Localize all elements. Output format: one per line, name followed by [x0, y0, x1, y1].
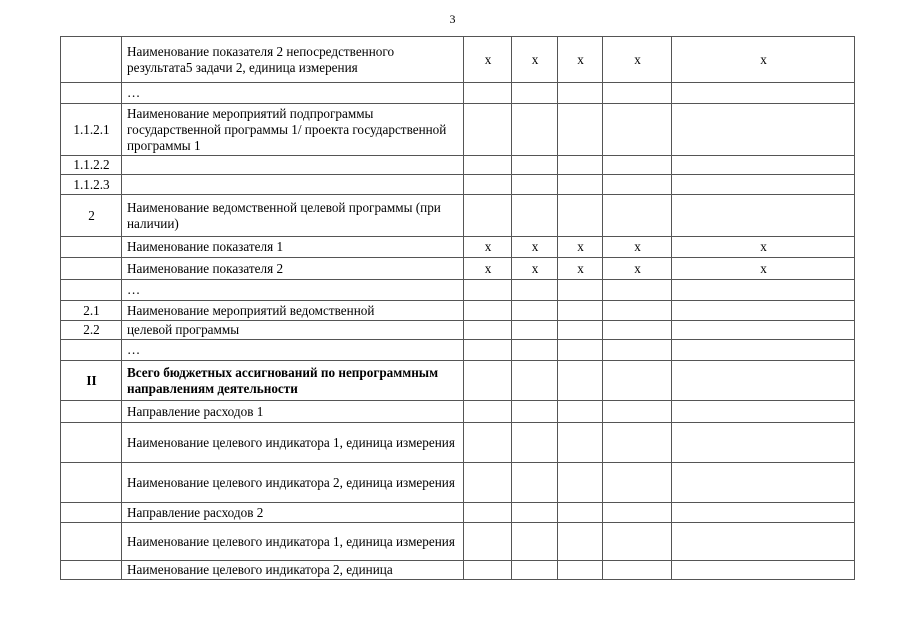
value-cell: x: [464, 237, 512, 258]
value-cell: [464, 361, 512, 401]
value-cell: [512, 423, 558, 463]
value-cell: [464, 321, 512, 340]
value-cell: [558, 503, 603, 523]
value-cell: [512, 321, 558, 340]
value-cell: [464, 401, 512, 423]
table-body: [61, 37, 855, 580]
row-name-cell: Наименование мероприятий подпрограммы государственной программы 1/ проекта государственной программы 1: [122, 104, 464, 156]
table-row: [61, 321, 855, 340]
table-row: [61, 280, 855, 301]
value-cell: x: [512, 258, 558, 280]
row-name-cell: Наименование целевого индикатора 2, единица измерения: [122, 463, 464, 503]
row-number-cell: 1.1.2.3: [61, 175, 122, 195]
value-cell: [558, 423, 603, 463]
value-cell: [558, 463, 603, 503]
row-name-cell: …: [122, 340, 464, 361]
value-cell: [558, 523, 603, 561]
value-cell: [464, 83, 512, 104]
value-cell: x: [558, 37, 603, 83]
table-row: [61, 423, 855, 463]
value-cell: [558, 321, 603, 340]
value-cell: [464, 301, 512, 321]
value-cell: [603, 423, 672, 463]
row-number-cell: [61, 401, 122, 423]
value-cell: [558, 280, 603, 301]
value-cell: [672, 423, 855, 463]
value-cell: [464, 423, 512, 463]
value-cell: [464, 561, 512, 580]
table-row: [61, 503, 855, 523]
value-cell: x: [512, 37, 558, 83]
value-cell: [672, 175, 855, 195]
row-name-cell: …: [122, 280, 464, 301]
table-row: [61, 301, 855, 321]
table-row: [61, 83, 855, 104]
row-number-cell: [61, 237, 122, 258]
value-cell: [464, 340, 512, 361]
value-cell: [464, 463, 512, 503]
value-cell: [464, 175, 512, 195]
value-cell: [603, 361, 672, 401]
row-number-cell: [61, 340, 122, 361]
row-number-cell: [61, 258, 122, 280]
value-cell: [464, 523, 512, 561]
value-cell: x: [464, 37, 512, 83]
value-cell: [672, 523, 855, 561]
row-name-cell: Наименование показателя 2 непосредственного результата5 задачи 2, единица измерения: [122, 37, 464, 83]
row-number-cell: 2: [61, 195, 122, 237]
value-cell: [672, 83, 855, 104]
value-cell: [672, 503, 855, 523]
value-cell: [512, 561, 558, 580]
value-cell: x: [603, 37, 672, 83]
row-number-cell: 2.1: [61, 301, 122, 321]
row-number-cell: [61, 280, 122, 301]
value-cell: x: [672, 258, 855, 280]
value-cell: [464, 503, 512, 523]
row-name-cell: Направление расходов 1: [122, 401, 464, 423]
value-cell: [603, 321, 672, 340]
value-cell: [558, 175, 603, 195]
value-cell: [672, 156, 855, 175]
value-cell: [512, 301, 558, 321]
table-row: [61, 523, 855, 561]
table-row: [61, 401, 855, 423]
table-row: [61, 237, 855, 258]
value-cell: [603, 561, 672, 580]
row-name-cell: Наименование показателя 2: [122, 258, 464, 280]
value-cell: [512, 156, 558, 175]
value-cell: [558, 104, 603, 156]
value-cell: [512, 523, 558, 561]
row-number-cell: [61, 463, 122, 503]
row-number-cell: [61, 423, 122, 463]
value-cell: [512, 401, 558, 423]
row-name-cell: Наименование целевого индикатора 1, единица измерения: [122, 523, 464, 561]
value-cell: [672, 340, 855, 361]
value-cell: [672, 463, 855, 503]
table-row: [61, 258, 855, 280]
value-cell: [512, 503, 558, 523]
row-name-cell: Наименование показателя 1: [122, 237, 464, 258]
value-cell: [603, 463, 672, 503]
value-cell: [558, 401, 603, 423]
value-cell: [603, 195, 672, 237]
value-cell: [512, 195, 558, 237]
value-cell: x: [672, 37, 855, 83]
row-name-cell: Направление расходов 2: [122, 503, 464, 523]
value-cell: [672, 561, 855, 580]
value-cell: [603, 523, 672, 561]
value-cell: [512, 340, 558, 361]
value-cell: [603, 280, 672, 301]
table-row: [61, 37, 855, 83]
value-cell: [603, 156, 672, 175]
value-cell: [672, 301, 855, 321]
row-name-cell: [122, 156, 464, 175]
value-cell: x: [603, 237, 672, 258]
row-name-cell: [122, 175, 464, 195]
value-cell: x: [672, 237, 855, 258]
row-number-cell: [61, 83, 122, 104]
row-number-cell: [61, 37, 122, 83]
value-cell: [558, 83, 603, 104]
row-number-cell: II: [61, 361, 122, 401]
value-cell: [464, 195, 512, 237]
value-cell: [672, 401, 855, 423]
value-cell: [558, 561, 603, 580]
value-cell: [464, 156, 512, 175]
row-number-cell: [61, 561, 122, 580]
value-cell: x: [464, 258, 512, 280]
value-cell: [603, 401, 672, 423]
value-cell: [464, 280, 512, 301]
row-number-cell: 1.1.2.2: [61, 156, 122, 175]
row-number-cell: [61, 503, 122, 523]
row-number-cell: 1.1.2.1: [61, 104, 122, 156]
budget-table: [60, 36, 855, 580]
table-row: [61, 195, 855, 237]
value-cell: [603, 340, 672, 361]
value-cell: [558, 361, 603, 401]
row-number-cell: [61, 523, 122, 561]
value-cell: [512, 361, 558, 401]
value-cell: [603, 301, 672, 321]
value-cell: [512, 104, 558, 156]
value-cell: [603, 83, 672, 104]
value-cell: [512, 463, 558, 503]
page-number: 3: [449, 12, 456, 26]
value-cell: [512, 280, 558, 301]
value-cell: [603, 503, 672, 523]
value-cell: [558, 195, 603, 237]
table-row: [61, 156, 855, 175]
value-cell: x: [603, 258, 672, 280]
value-cell: [603, 175, 672, 195]
table-row: [61, 175, 855, 195]
row-name-cell: Наименование мероприятий ведомственной: [122, 301, 464, 321]
value-cell: [672, 321, 855, 340]
value-cell: [558, 156, 603, 175]
value-cell: [512, 83, 558, 104]
value-cell: x: [512, 237, 558, 258]
row-name-cell: …: [122, 83, 464, 104]
value-cell: [603, 104, 672, 156]
value-cell: [672, 104, 855, 156]
row-name-cell: Наименование целевого индикатора 1, единица измерения: [122, 423, 464, 463]
row-name-cell: целевой программы: [122, 321, 464, 340]
table-row: [61, 463, 855, 503]
value-cell: [558, 340, 603, 361]
value-cell: [672, 195, 855, 237]
table-row: [61, 561, 855, 580]
table-row: [61, 340, 855, 361]
value-cell: x: [558, 237, 603, 258]
value-cell: [672, 361, 855, 401]
value-cell: x: [558, 258, 603, 280]
row-name-cell: Всего бюджетных ассигнований по непрограммным направлениям деятельности: [122, 361, 464, 401]
value-cell: [558, 301, 603, 321]
value-cell: [672, 280, 855, 301]
value-cell: [464, 104, 512, 156]
row-name-cell: Наименование целевого индикатора 2, единица: [122, 561, 464, 580]
value-cell: [512, 175, 558, 195]
table-row: [61, 104, 855, 156]
row-number-cell: 2.2: [61, 321, 122, 340]
row-name-cell: Наименование ведомственной целевой программы (при наличии): [122, 195, 464, 237]
table-row: [61, 361, 855, 401]
